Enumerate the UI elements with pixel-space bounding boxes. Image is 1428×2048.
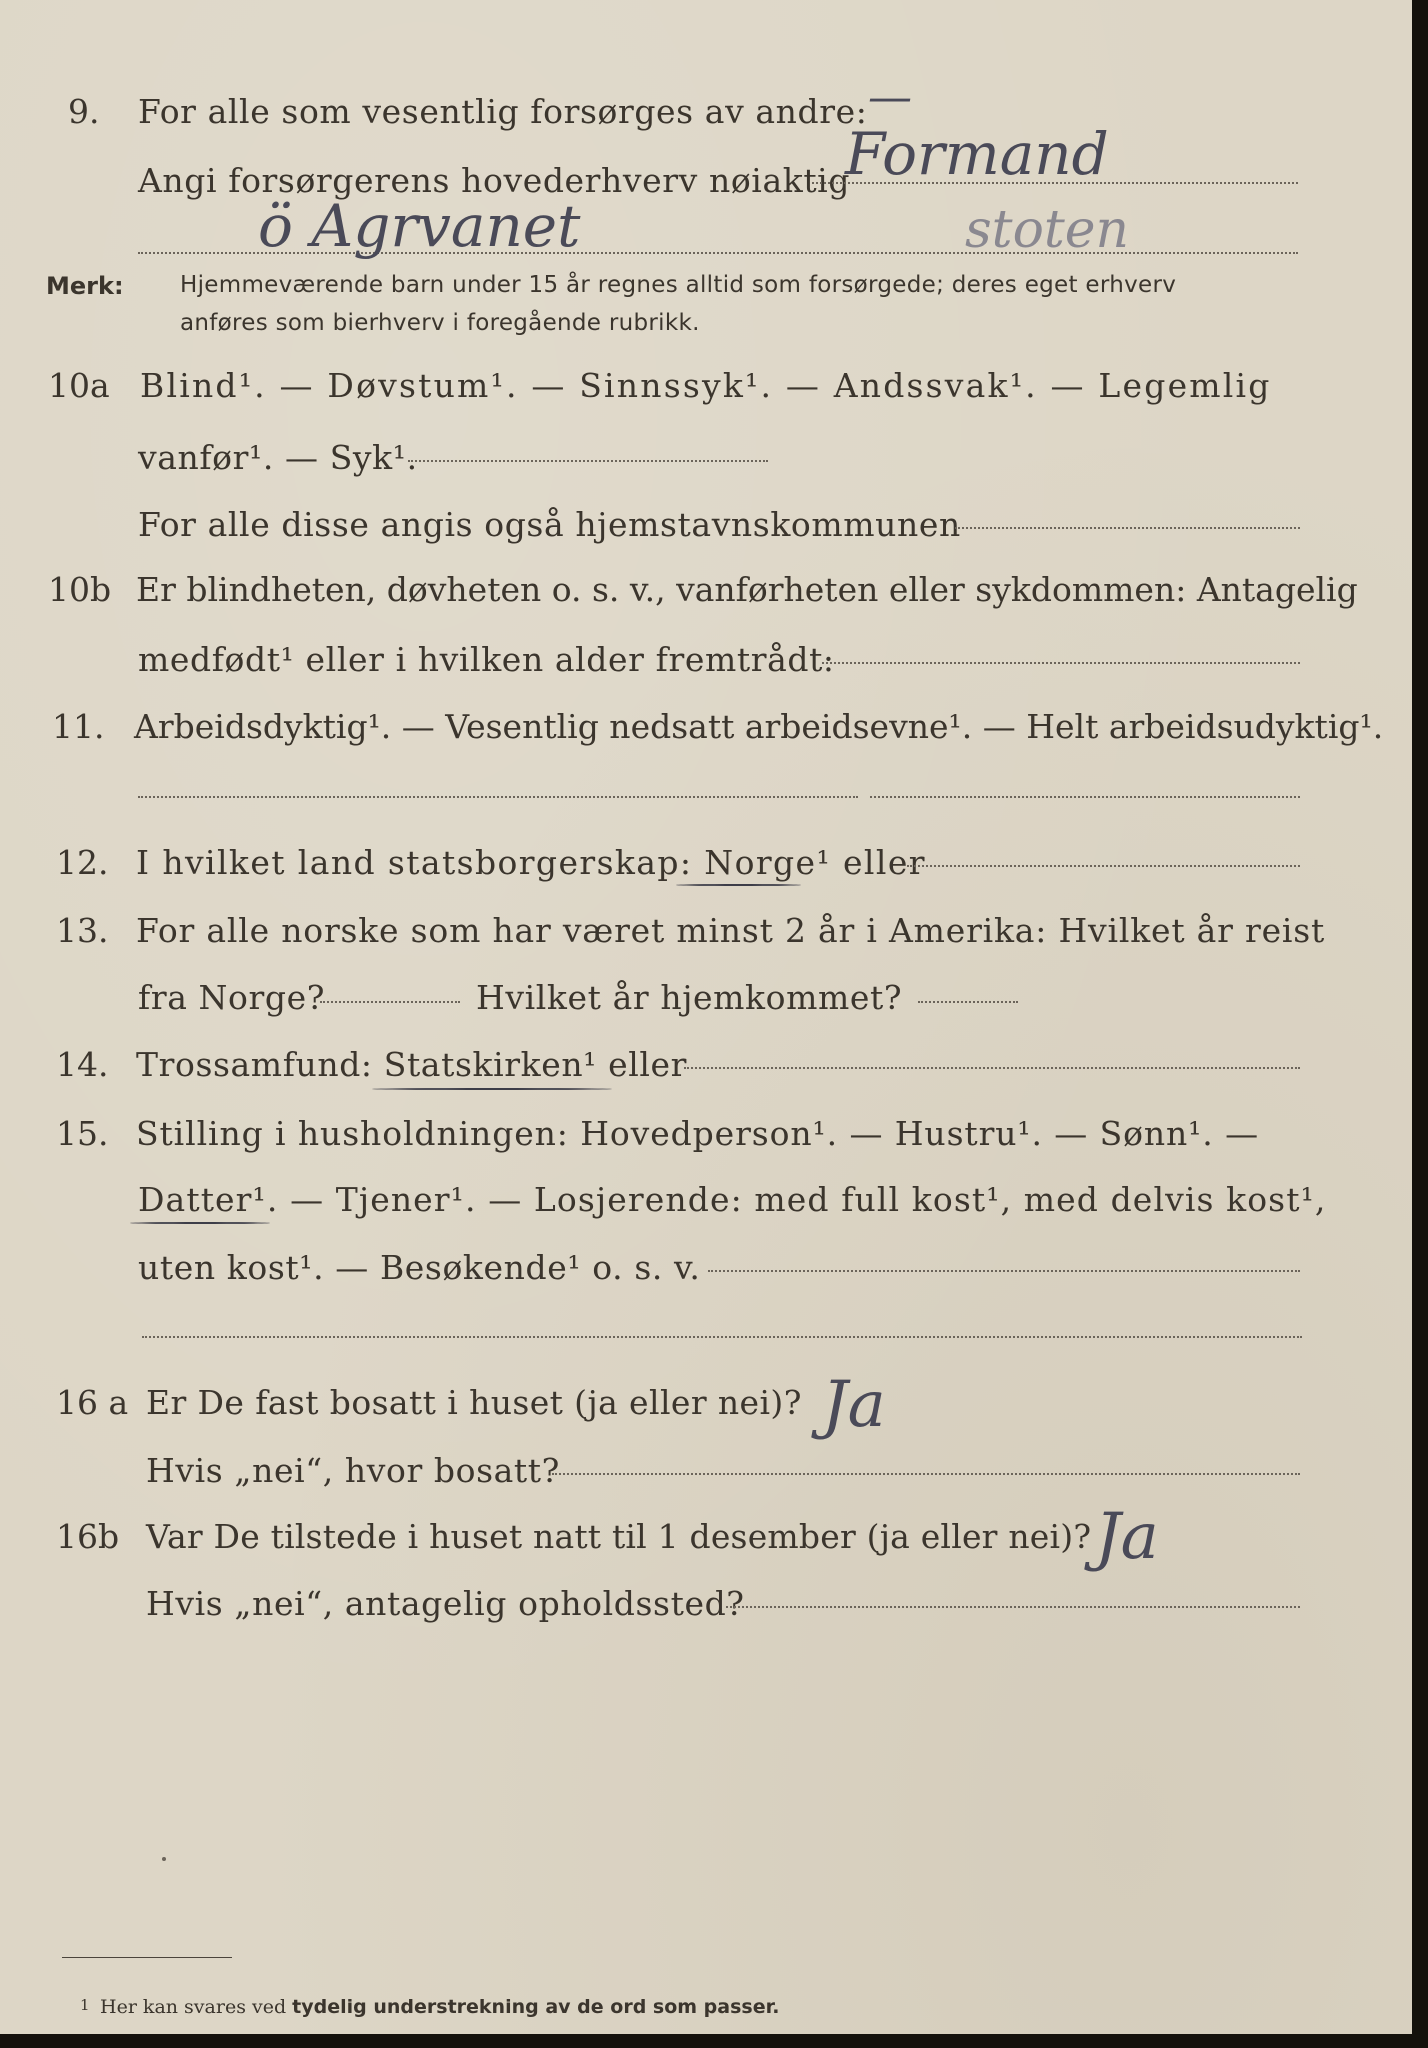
merk-label: Merk:: [46, 272, 124, 300]
q10b-number: 10b: [48, 570, 112, 609]
q10b-answer-line: [822, 662, 1300, 664]
q9-line1: For alle som vesentlig forsørges av andre:: [138, 92, 868, 131]
q13-reist-answer-line: [320, 1001, 460, 1003]
merk-line1: Hjemmeværende barn under 15 år regnes alltid som forsørgede; deres eget erhverv: [180, 272, 1177, 298]
q11-answer-line-b: [870, 796, 1300, 798]
q16b-handwritten-answer: Ja: [1095, 1500, 1159, 1574]
q11-answer-line-a: [138, 796, 858, 798]
q10a-line2: vanfør¹. — Syk¹.: [138, 438, 418, 477]
q13-line2b: Hvilket år hjemkommet?: [476, 978, 903, 1017]
q9-handwritten-answer1: Formand: [845, 120, 1109, 188]
q9-line2: Angi forsørgerens hovederhverv nøiaktig: [138, 161, 851, 200]
q9-number: 9.: [68, 92, 100, 131]
q15-line1: Stilling i husholdningen: Hovedperson¹. — Hustru¹. — Sønn¹. —: [136, 1114, 1259, 1153]
footnote-marker: 1: [80, 1996, 90, 2014]
merk-line2: anføres som bierhverv i foregående rubrikk.: [180, 310, 700, 336]
q11-number: 11.: [52, 707, 105, 746]
q10b-line2: medfødt¹ eller i hvilken alder fremtrådt:: [138, 640, 835, 679]
q10a-number: 10a: [48, 366, 110, 405]
q13-line2a: fra Norge?: [138, 978, 326, 1017]
footnote-text-plain: Her kan svares ved: [100, 1996, 287, 2018]
q16b-line2: Hvis „nei“, antagelig opholdssted?: [146, 1584, 745, 1623]
q16b-line1: Var De tilstede i huset natt til 1 desember (ja eller nei)?: [146, 1517, 1092, 1556]
stray-ink-dot: [162, 1857, 166, 1861]
q15-number: 15.: [56, 1114, 109, 1153]
q12-line1: I hvilket land statsborgerskap: Norge¹ eller: [136, 843, 926, 882]
scan-border-bottom: [0, 2034, 1428, 2048]
q9-handwritten-dash: —: [868, 72, 912, 123]
q13-number: 13.: [56, 911, 109, 950]
q10a-line1: Blind¹. — Døvstum¹. — Sinnssyk¹. — Andssvak¹. — Legemlig: [140, 366, 1272, 405]
footnote-text-bold: tydelig understrekning av de ord som passer.: [292, 1996, 780, 2018]
q13-hjemkommet-answer-line: [918, 1001, 1018, 1003]
q9-handwritten-answer2: ö Agrvanet: [258, 192, 581, 260]
q10a-answer-line2: [955, 527, 1300, 529]
q10a-answer-line1: [408, 460, 768, 462]
q12-norge-underline: [676, 884, 801, 886]
q15-answer-line1: [708, 1270, 1300, 1272]
q16a-number: 16 a: [56, 1383, 129, 1422]
footnote-rule: [62, 1957, 232, 1958]
q14-line1: Trossamfund: Statskirken¹ eller: [136, 1045, 688, 1084]
q15-answer-line2: [142, 1336, 1302, 1338]
q16a-handwritten-answer: Ja: [822, 1368, 886, 1442]
q12-answer-line: [907, 865, 1300, 867]
q9-handwritten-answer3: stoten: [965, 200, 1130, 260]
q10a-line3: For alle disse angis også hjemstavnskommunen: [138, 505, 961, 544]
scan-border-right: [1412, 0, 1428, 2048]
q14-answer-line: [684, 1067, 1300, 1069]
q15-datter-underline: [130, 1222, 270, 1224]
q10b-line1: Er blindheten, døvheten o. s. v., vanførheten eller sykdommen: Antagelig: [136, 570, 1358, 609]
footnote-text: [100, 1996, 779, 2018]
q12-number: 12.: [56, 843, 109, 882]
q16a-answer-line: [552, 1473, 1300, 1475]
q11-line1: Arbeidsdyktig¹. — Vesentlig nedsatt arbeidsevne¹. — Helt arbeidsudyktig¹.: [134, 707, 1384, 746]
q14-statskirken-underline: [372, 1088, 612, 1090]
q15-line2: Datter¹. — Tjener¹. — Losjerende: med full kost¹, med delvis kost¹,: [138, 1180, 1327, 1219]
q16a-line1: Er De fast bosatt i huset (ja eller nei)?: [146, 1383, 802, 1422]
q16b-answer-line: [726, 1606, 1300, 1608]
q16b-number: 16b: [56, 1517, 120, 1556]
q15-line3: uten kost¹. — Besøkende¹ o. s. v.: [138, 1248, 701, 1287]
q16a-line2: Hvis „nei“, hvor bosatt?: [146, 1451, 560, 1490]
q14-number: 14.: [56, 1045, 109, 1084]
q13-line1: For alle norske som har været minst 2 år i Amerika: Hvilket år reist: [136, 911, 1326, 950]
